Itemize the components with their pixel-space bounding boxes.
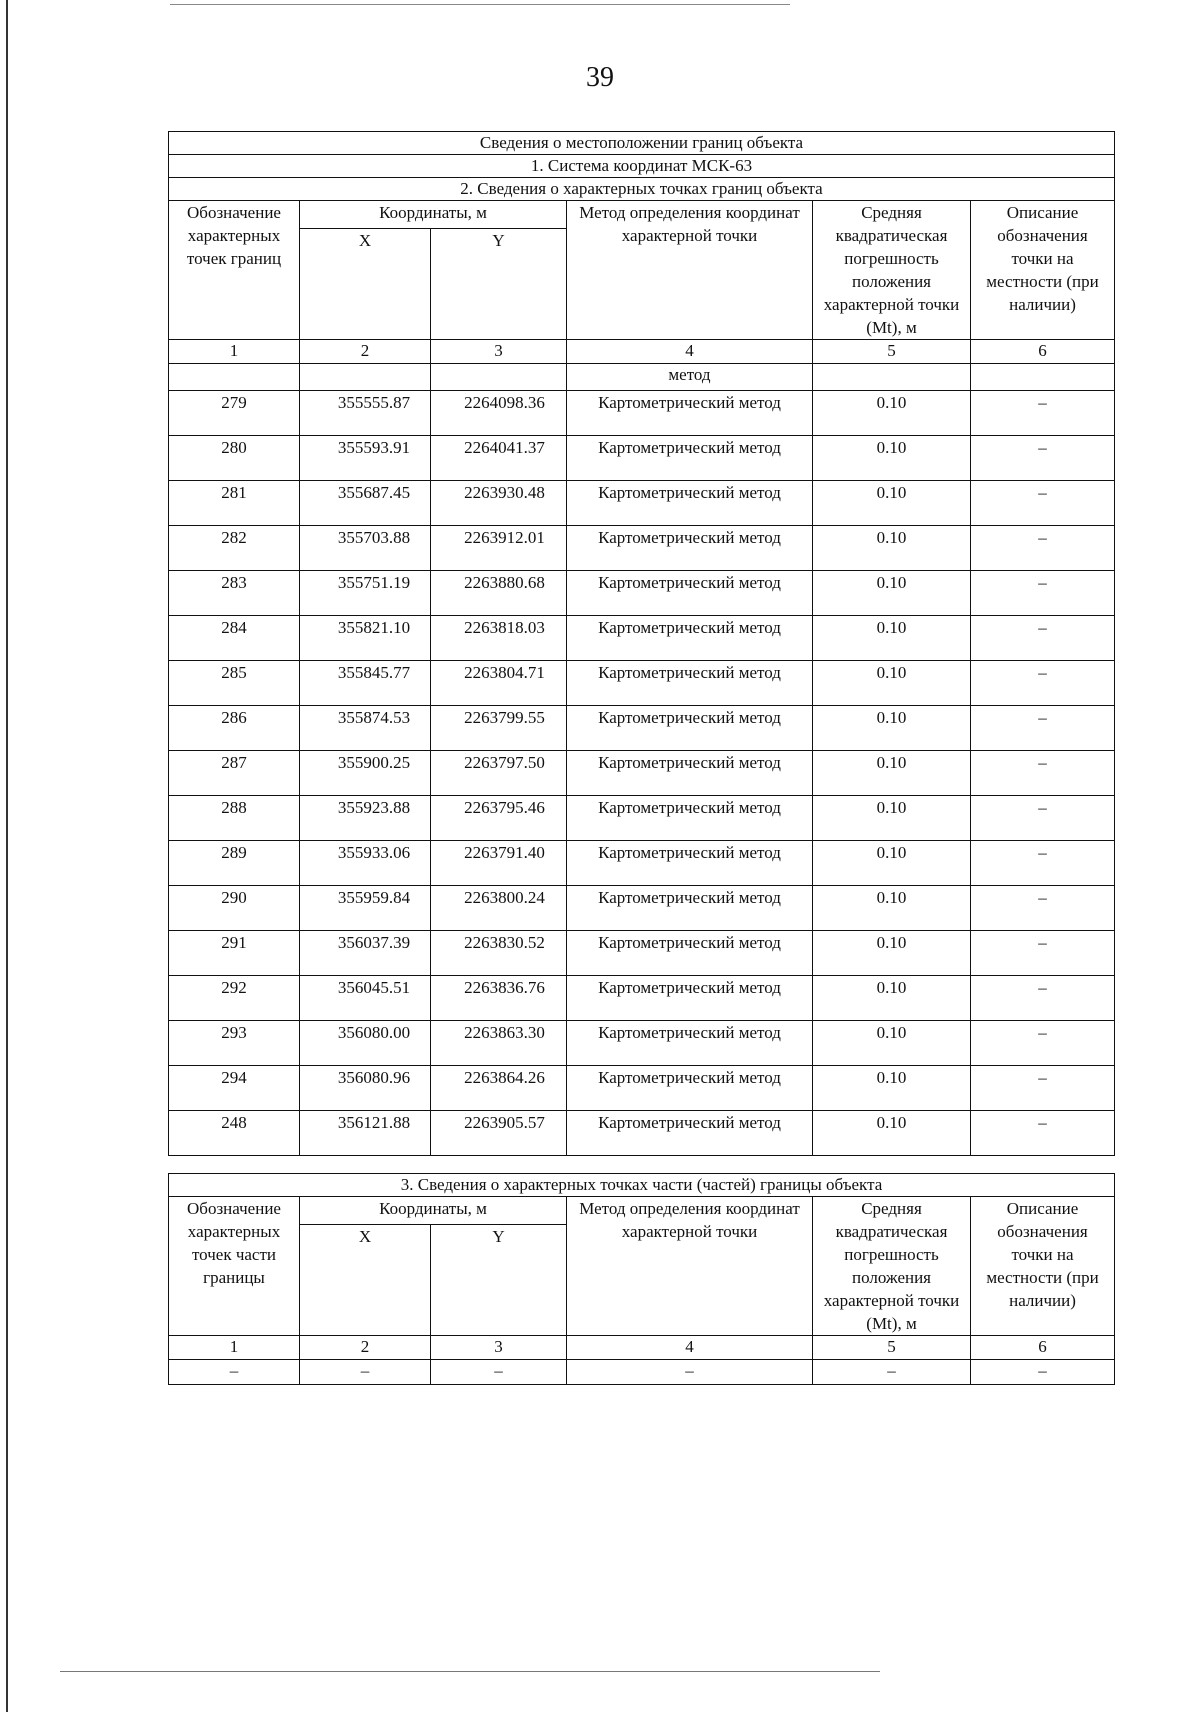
y-coordinate-cell: 2263797.50	[431, 751, 567, 796]
y-coordinate-cell: 2263930.48	[431, 481, 567, 526]
method-cell: Картометрический метод	[567, 706, 813, 751]
x-coordinate-cell: 355959.84	[300, 886, 431, 931]
point-designation-cell: 286	[169, 706, 300, 751]
error-cell: 0.10	[813, 796, 971, 841]
method-cell: Картометрический метод	[567, 481, 813, 526]
error-cell: 0.10	[813, 616, 971, 661]
error-cell: 0.10	[813, 481, 971, 526]
col-number-2: 2	[300, 340, 431, 364]
y-coordinate-cell: 2263791.40	[431, 841, 567, 886]
continuation-cell-6	[971, 364, 1115, 391]
table-row	[169, 436, 1115, 481]
scan-top-edge	[170, 4, 790, 5]
part-header-point-designation: Обозначение характерных точек части границы	[169, 1197, 300, 1336]
table-row	[169, 1111, 1115, 1156]
method-cell: Картометрический метод	[567, 436, 813, 481]
header-method: Метод определения координат характерной точки	[567, 201, 813, 340]
table-row	[169, 391, 1115, 436]
x-coordinate-cell: 356121.88	[300, 1111, 431, 1156]
point-designation-cell: 291	[169, 931, 300, 976]
page-number: 39	[586, 62, 614, 93]
description-cell: –	[971, 796, 1115, 841]
method-cell: Картометрический метод	[567, 841, 813, 886]
part-col-number-6: 6	[971, 1336, 1115, 1360]
point-designation-cell: 294	[169, 1066, 300, 1111]
part-cell-1: –	[169, 1360, 300, 1385]
x-coordinate-cell: 355874.53	[300, 706, 431, 751]
method-cell: Картометрический метод	[567, 571, 813, 616]
header-y: Y	[431, 229, 567, 340]
scan-bottom-edge	[60, 1671, 880, 1672]
description-cell: –	[971, 436, 1115, 481]
x-coordinate-cell: 356080.00	[300, 1021, 431, 1066]
boundary-points-table	[168, 131, 1115, 1156]
part-header-x: X	[300, 1225, 431, 1336]
description-cell: –	[971, 841, 1115, 886]
point-designation-cell: 279	[169, 391, 300, 436]
header-error: Средняя квадратическая погрешность положения характерной точки (Mt), м	[813, 201, 971, 340]
part-cell-3: –	[431, 1360, 567, 1385]
point-designation-cell: 290	[169, 886, 300, 931]
error-cell: 0.10	[813, 436, 971, 481]
point-designation-cell: 281	[169, 481, 300, 526]
col-number-1: 1	[169, 340, 300, 364]
part-col-number-1: 1	[169, 1336, 300, 1360]
part-col-number-2: 2	[300, 1336, 431, 1360]
table-row	[169, 886, 1115, 931]
x-coordinate-cell: 355933.06	[300, 841, 431, 886]
method-cell: Картометрический метод	[567, 796, 813, 841]
y-coordinate-cell: 2264041.37	[431, 436, 567, 481]
y-coordinate-cell: 2263864.26	[431, 1066, 567, 1111]
method-cell: Картометрический метод	[567, 391, 813, 436]
description-cell: –	[971, 1066, 1115, 1111]
description-cell: –	[971, 571, 1115, 616]
table-row	[169, 481, 1115, 526]
continuation-cell-1	[169, 364, 300, 391]
table-row	[169, 571, 1115, 616]
error-cell: 0.10	[813, 931, 971, 976]
part-cell-2: –	[300, 1360, 431, 1385]
y-coordinate-cell: 2263804.71	[431, 661, 567, 706]
description-cell: –	[971, 526, 1115, 571]
point-designation-cell: 285	[169, 661, 300, 706]
description-cell: –	[971, 661, 1115, 706]
method-cell: Картометрический метод	[567, 526, 813, 571]
error-cell: 0.10	[813, 751, 971, 796]
part-cell-6: –	[971, 1360, 1115, 1385]
part-col-number-3: 3	[431, 1336, 567, 1360]
method-cell: Картометрический метод	[567, 1111, 813, 1156]
y-coordinate-cell: 2263836.76	[431, 976, 567, 1021]
table-row	[169, 661, 1115, 706]
header-point-designation: Обозначение характерных точек границ	[169, 201, 300, 340]
table-row	[169, 1021, 1115, 1066]
point-designation-cell: 293	[169, 1021, 300, 1066]
description-cell: –	[971, 481, 1115, 526]
description-cell: –	[971, 931, 1115, 976]
method-cell: Картометрический метод	[567, 751, 813, 796]
point-designation-cell: 289	[169, 841, 300, 886]
x-coordinate-cell: 355900.25	[300, 751, 431, 796]
error-cell: 0.10	[813, 391, 971, 436]
part-boundary-points-table	[168, 1173, 1115, 1385]
part-header-method: Метод определения координат характерной точки	[567, 1197, 813, 1336]
table-row	[169, 931, 1115, 976]
part-header-coordinates: Координаты, м	[300, 1197, 567, 1225]
error-cell: 0.10	[813, 1021, 971, 1066]
col-number-5: 5	[813, 340, 971, 364]
header-description: Описание обозначения точки на местности (при наличии)	[971, 201, 1115, 340]
description-cell: –	[971, 1111, 1115, 1156]
table-row	[169, 841, 1115, 886]
header-x: X	[300, 229, 431, 340]
y-coordinate-cell: 2263905.57	[431, 1111, 567, 1156]
x-coordinate-cell: 355751.19	[300, 571, 431, 616]
section-part-points-label: 3. Сведения о характерных точках части (частей) границы объекта	[169, 1174, 1115, 1197]
continuation-cell-3	[431, 364, 567, 391]
method-cell: Картометрический метод	[567, 1066, 813, 1111]
x-coordinate-cell: 355703.88	[300, 526, 431, 571]
error-cell: 0.10	[813, 841, 971, 886]
description-cell: –	[971, 751, 1115, 796]
method-cell: Картометрический метод	[567, 931, 813, 976]
part-header-description: Описание обозначения точки на местности (при наличии)	[971, 1197, 1115, 1336]
error-cell: 0.10	[813, 661, 971, 706]
point-designation-cell: 292	[169, 976, 300, 1021]
point-designation-cell: 280	[169, 436, 300, 481]
point-designation-cell: 287	[169, 751, 300, 796]
error-cell: 0.10	[813, 1066, 971, 1111]
x-coordinate-cell: 355821.10	[300, 616, 431, 661]
col-number-4: 4	[567, 340, 813, 364]
x-coordinate-cell: 355593.91	[300, 436, 431, 481]
col-number-3: 3	[431, 340, 567, 364]
description-cell: –	[971, 1021, 1115, 1066]
y-coordinate-cell: 2263830.52	[431, 931, 567, 976]
continuation-cell-5	[813, 364, 971, 391]
table-row	[169, 526, 1115, 571]
y-coordinate-cell: 2263818.03	[431, 616, 567, 661]
y-coordinate-cell: 2263863.30	[431, 1021, 567, 1066]
description-cell: –	[971, 706, 1115, 751]
point-designation-cell: 284	[169, 616, 300, 661]
x-coordinate-cell: 355555.87	[300, 391, 431, 436]
y-coordinate-cell: 2264098.36	[431, 391, 567, 436]
error-cell: 0.10	[813, 571, 971, 616]
part-col-number-5: 5	[813, 1336, 971, 1360]
part-cell-4: –	[567, 1360, 813, 1385]
point-designation-cell: 248	[169, 1111, 300, 1156]
continuation-cell-2	[300, 364, 431, 391]
method-cell: Картометрический метод	[567, 1021, 813, 1066]
error-cell: 0.10	[813, 706, 971, 751]
description-cell: –	[971, 616, 1115, 661]
table-row	[169, 976, 1115, 1021]
y-coordinate-cell: 2263800.24	[431, 886, 567, 931]
description-cell: –	[971, 391, 1115, 436]
point-designation-cell: 288	[169, 796, 300, 841]
coordinate-system-label: 1. Система координат МСК-63	[169, 155, 1115, 178]
continuation-method: метод	[567, 364, 813, 391]
table-row	[169, 796, 1115, 841]
method-cell: Картометрический метод	[567, 886, 813, 931]
x-coordinate-cell: 356080.96	[300, 1066, 431, 1111]
x-coordinate-cell: 355923.88	[300, 796, 431, 841]
part-header-y: Y	[431, 1225, 567, 1336]
error-cell: 0.10	[813, 976, 971, 1021]
point-designation-cell: 283	[169, 571, 300, 616]
table-row	[169, 706, 1115, 751]
description-cell: –	[971, 976, 1115, 1021]
error-cell: 0.10	[813, 1111, 971, 1156]
method-cell: Картометрический метод	[567, 616, 813, 661]
x-coordinate-cell: 356037.39	[300, 931, 431, 976]
error-cell: 0.10	[813, 526, 971, 571]
x-coordinate-cell: 356045.51	[300, 976, 431, 1021]
y-coordinate-cell: 2263912.01	[431, 526, 567, 571]
part-cell-5: –	[813, 1360, 971, 1385]
x-coordinate-cell: 355687.45	[300, 481, 431, 526]
part-col-number-4: 4	[567, 1336, 813, 1360]
table-title: Сведения о местоположении границ объекта	[169, 132, 1115, 155]
error-cell: 0.10	[813, 886, 971, 931]
method-cell: Картометрический метод	[567, 976, 813, 1021]
col-number-6: 6	[971, 340, 1115, 364]
table-row	[169, 751, 1115, 796]
description-cell: –	[971, 886, 1115, 931]
section-boundary-points-label: 2. Сведения о характерных точках границ объекта	[169, 178, 1115, 201]
table-row	[169, 1066, 1115, 1111]
y-coordinate-cell: 2263795.46	[431, 796, 567, 841]
part-header-error: Средняя квадратическая погрешность положения характерной точки (Mt), м	[813, 1197, 971, 1336]
y-coordinate-cell: 2263880.68	[431, 571, 567, 616]
y-coordinate-cell: 2263799.55	[431, 706, 567, 751]
x-coordinate-cell: 355845.77	[300, 661, 431, 706]
scan-left-edge	[6, 0, 8, 1712]
method-cell: Картометрический метод	[567, 661, 813, 706]
table-row	[169, 616, 1115, 661]
point-designation-cell: 282	[169, 526, 300, 571]
header-coordinates: Координаты, м	[300, 201, 567, 229]
